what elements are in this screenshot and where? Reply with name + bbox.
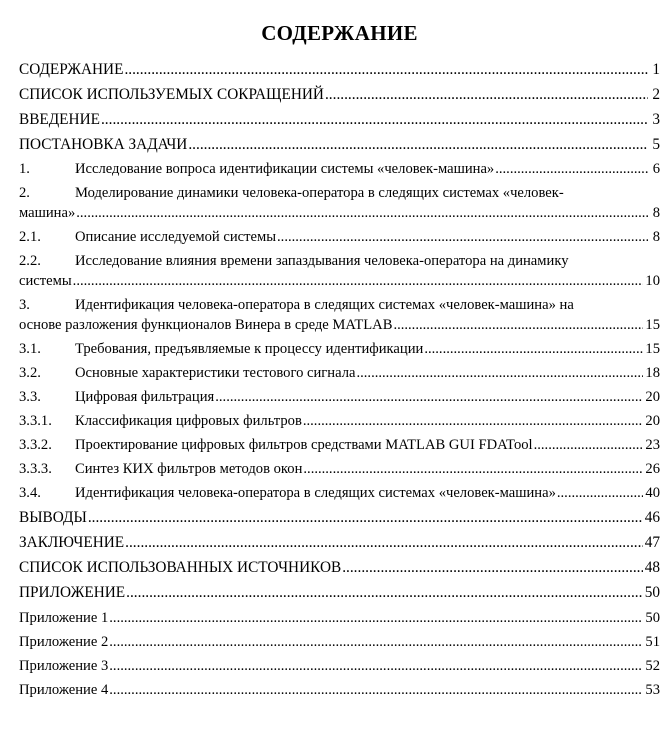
toc-entry-title: Моделирование динамики человека-оператора в следящих системах «человек-: [75, 185, 564, 201]
toc-entry-number: 3.1.: [19, 341, 41, 357]
dot-leader: [188, 135, 648, 155]
dot-leader: [109, 656, 643, 676]
toc-entry: [19, 363, 660, 383]
toc-entry-title: Приложение 4: [19, 682, 109, 698]
toc-entry: [19, 60, 660, 80]
dot-leader: [109, 632, 643, 652]
dot-leader: [215, 387, 643, 407]
toc-entry: [19, 533, 660, 553]
toc-entry: [19, 411, 660, 431]
toc-entry: [19, 85, 660, 105]
toc-entry: [19, 435, 660, 455]
toc-entry-title: Приложение 2: [19, 634, 109, 650]
toc-entry-number: 3.: [19, 297, 30, 313]
dot-leader: [356, 363, 643, 383]
toc-page-number: 8: [652, 205, 660, 221]
toc-entry-title: Исследование влияния времени запаздывания человека-оператора на динамику: [75, 253, 569, 269]
toc-entry-title: Приложение 1: [19, 610, 109, 626]
dot-leader: [424, 339, 643, 359]
toc-entry: [19, 459, 660, 479]
dot-leader: [557, 483, 644, 503]
toc-entry: [19, 632, 660, 652]
dot-leader: [303, 459, 643, 479]
toc-entry-title: Исследование вопроса идентификации системы «человек-машина»: [75, 161, 495, 177]
toc-entry-title: СОДЕРЖАНИЕ: [19, 61, 124, 78]
dot-leader: [495, 159, 648, 179]
toc-entry-number: 3.3.: [19, 389, 41, 405]
toc-entry-title: ЗАКЛЮЧЕНИЕ: [19, 534, 125, 551]
dot-leader: [342, 558, 643, 578]
toc-entry-title: Описание исследуемой системы: [75, 229, 277, 245]
toc-entry-number: 3.2.: [19, 365, 41, 381]
toc-page-number: 46: [644, 509, 660, 526]
dot-leader: [126, 583, 643, 603]
toc-entry-number: 3.3.1.: [19, 413, 52, 429]
dot-leader: [88, 508, 643, 528]
dot-leader: [109, 680, 643, 700]
dot-leader: [303, 411, 644, 431]
toc-page-number: 1: [652, 61, 660, 78]
toc-entry-title: ПРИЛОЖЕНИЕ: [19, 584, 126, 601]
toc-entry-title: ПОСТАНОВКА ЗАДАЧИ: [19, 136, 188, 153]
toc-page-number: 15: [645, 341, 660, 357]
toc-page-number: 23: [645, 437, 660, 453]
dot-leader: [109, 608, 643, 628]
page-title: СОДЕРЖАНИЕ: [261, 21, 418, 45]
dot-leader: [101, 110, 648, 130]
toc-page-number: 40: [645, 485, 660, 501]
toc-page-number: 2: [652, 86, 660, 103]
toc-page-number: 51: [645, 634, 660, 650]
toc-entry: [19, 680, 660, 700]
toc-page-number: 52: [645, 658, 660, 674]
toc-entry: [19, 339, 660, 359]
toc-page-number: 50: [644, 584, 660, 601]
toc-page-number: 3: [652, 111, 660, 128]
toc-entry-title-continued: системы: [19, 273, 72, 289]
toc-entry-title: Идентификация человека-оператора в следящих системах «человек-машина»: [75, 485, 556, 501]
toc-page-number: 8: [652, 229, 660, 245]
toc-entry-number: 3.3.2.: [19, 437, 52, 453]
toc-entry: [19, 135, 660, 155]
toc-entry-title: ВЫВОДЫ: [19, 509, 87, 526]
toc-page-number: 48: [644, 559, 660, 576]
dot-leader: [277, 227, 648, 247]
toc-entry-title: Идентификация человека-оператора в следящих системах «человек-машина» на: [75, 297, 574, 313]
dot-leader: [534, 435, 644, 455]
toc-entry-number: 2.2.: [19, 253, 41, 269]
toc-entry-number: 1.: [19, 161, 30, 177]
toc-page-number: 53: [645, 682, 660, 698]
toc-entry-title: ВВЕДЕНИЕ: [19, 111, 100, 128]
dot-leader: [76, 203, 648, 223]
toc-entry-title-continued: машина»: [19, 205, 76, 221]
toc-entry: [19, 251, 660, 291]
dot-leader: [124, 60, 648, 80]
toc-entry-title: СПИСОК ИСПОЛЬЗОВАННЫХ ИСТОЧНИКОВ: [19, 559, 342, 576]
toc-entry: [19, 508, 660, 528]
table-of-contents: [19, 60, 660, 700]
toc-entry: [19, 656, 660, 676]
toc-entry: [19, 295, 660, 335]
dot-leader: [73, 271, 644, 291]
toc-entry: [19, 558, 660, 578]
toc-page-number: 15: [645, 317, 660, 333]
toc-entry-title: Основные характеристики тестового сигнала: [75, 365, 356, 381]
toc-page-number: 20: [645, 389, 660, 405]
toc-entry: [19, 387, 660, 407]
toc-page-number: 18: [645, 365, 660, 381]
toc-entry-number: 2.1.: [19, 229, 41, 245]
toc-page-number: 26: [645, 461, 660, 477]
dot-leader: [325, 85, 648, 105]
toc-page-number: 6: [652, 161, 660, 177]
toc-entry-title: Синтез КИХ фильтров методов окон: [75, 461, 303, 477]
toc-entry-title: Проектирование цифровых фильтров средствами MATLAB GUI FDATool: [75, 437, 533, 453]
toc-page-number: 5: [652, 136, 660, 153]
toc-entry: [19, 227, 660, 247]
toc-entry-number: 2.: [19, 185, 30, 201]
toc-entry-number: 3.4.: [19, 485, 41, 501]
toc-entry: [19, 110, 660, 130]
toc-entry: [19, 608, 660, 628]
toc-entry-title: СПИСОК ИСПОЛЬЗУЕМЫХ СОКРАЩЕНИЙ: [19, 86, 324, 103]
toc-page-number: 47: [644, 534, 660, 551]
toc-entry: [19, 483, 660, 503]
toc-entry-title: Приложение 3: [19, 658, 109, 674]
toc-entry: [19, 183, 660, 223]
toc-entry-title-continued: основе разложения функционалов Винера в среде MATLAB: [19, 317, 393, 333]
toc-page-number: 10: [645, 273, 660, 289]
toc-entry: [19, 583, 660, 603]
toc-entry: [19, 159, 660, 179]
dot-leader: [393, 315, 643, 335]
toc-page-number: 50: [645, 610, 660, 626]
toc-entry-title: Цифровая фильтрация: [75, 389, 215, 405]
toc-entry-title: Классификация цифровых фильтров: [75, 413, 302, 429]
dot-leader: [125, 533, 643, 553]
toc-entry-title: Требования, предъявляемые к процессу идентификации: [75, 341, 424, 357]
toc-entry-number: 3.3.3.: [19, 461, 52, 477]
toc-page-number: 20: [645, 413, 660, 429]
